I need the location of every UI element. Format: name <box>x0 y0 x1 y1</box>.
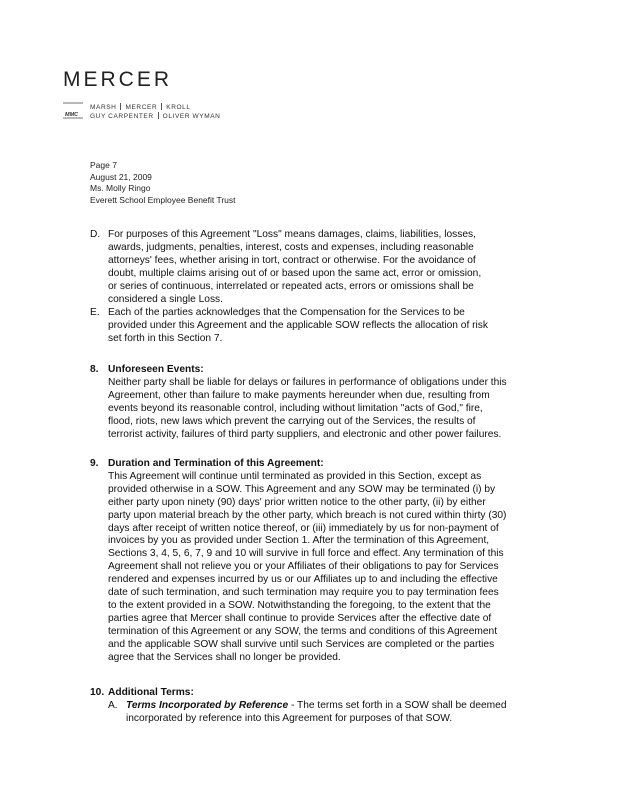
section-line: terrorist activity, failures of third party suppliers, and electronic and other power failures. <box>108 428 502 440</box>
subclause-text: - The terms set forth in a SOW shall be deemed <box>288 699 507 711</box>
subclause-body <box>126 700 546 726</box>
clause-line: provided under this Agreement and the applicable SOW reflects the allocation of risk <box>108 319 488 331</box>
section-line: Neither party shall be liable for delays or failures in performance of obligations under this <box>108 376 507 388</box>
letter-date: August 21, 2009 <box>90 171 152 182</box>
company-logo: MERCER <box>63 68 173 91</box>
brand-marsh: MARSH <box>90 104 117 111</box>
mmc-mark-text: MMC <box>65 112 79 118</box>
section-line: Sections 3, 4, 5, 6, 7, 9 and 10 will survive in full force and effect. Any termination of this <box>108 548 504 560</box>
clause-line: or series of continuous, interrelated or repeated acts, errors or omissions shall be <box>108 280 474 292</box>
section-heading: Additional Terms: <box>108 687 194 698</box>
section-line: rendered and expenses incurred by us or our Affiliates up to and including the effective <box>108 574 498 586</box>
clause-line: set forth in this Section 7. <box>108 332 223 344</box>
clause-line: awards, judgments, penalties, interest, costs and expenses, including reasonable <box>108 241 474 253</box>
section-line: termination of this Agreement or any SOW, the terms and conditions of this Agreement <box>108 625 498 637</box>
subclause-letter: A. <box>108 699 118 711</box>
section-line: invoices by you as provided under Section 1. After the termination of this Agreement, <box>108 535 490 547</box>
section-number: 9. <box>90 458 99 469</box>
subclause-line: incorporated by reference into this Agreement for purposes of that SOW. <box>126 712 453 724</box>
section-body <box>108 471 546 665</box>
brand-row-1 <box>90 103 191 111</box>
defined-term: Terms Incorporated by Reference <box>126 699 289 711</box>
letter-header <box>90 160 236 206</box>
brand-oliver-wyman: OLIVER WYMAN <box>162 113 221 120</box>
section-line: agree that the Services shall no longer be provided. <box>108 651 341 663</box>
section-line: date of such termination, and such termination may require you to pay termination fees <box>108 587 499 599</box>
section-heading: Duration and Termination of this Agreement: <box>108 458 324 469</box>
section-line: and the applicable SOW shall survive until such Services are completed or the parties <box>108 638 495 650</box>
clause-d <box>90 229 544 306</box>
clause-e <box>90 307 544 346</box>
section-line: party upon material breach by the other party, which breach is not cured within thirty (30) <box>108 509 507 521</box>
clause-line: considered a single Loss. <box>108 293 223 305</box>
subclause-first-line <box>126 700 546 713</box>
mmc-mark-icon <box>62 101 84 121</box>
section-line: Agreement shall not relieve you or your Affiliates of their obligations to pay for Services <box>108 561 499 573</box>
section-line: flood, riots, new laws which prevent the carrying out of the Services, the results of <box>108 415 476 427</box>
brand-row-2 <box>90 112 220 120</box>
clause-line: Each of the parties acknowledges that the Compensation for the Services to be <box>108 307 465 318</box>
section-line: events beyond its reasonable control, including without limitation "acts of God," fire, <box>108 402 483 414</box>
brand-guy-carpenter: GUY CARPENTER <box>90 113 154 120</box>
section-line: This Agreement will continue until terminated as provided in this Section, except as <box>108 470 482 482</box>
recipient-organization: Everett School Employee Benefit Trust <box>90 194 236 205</box>
section-line: to the extent provided in a SOW. Notwithstanding the foregoing, to the extent that the <box>108 599 491 611</box>
clause-line: attorneys' fees, whether arising in tort, contract or otherwise. For the avoidance of <box>108 254 476 266</box>
section-number: 8. <box>90 364 99 375</box>
section-line: provided otherwise in a SOW. This Agreement and any SOW may be terminated (i) by <box>108 483 496 495</box>
section-line: Agreement, other than failure to make payments hereunder when due, resulting from <box>108 389 490 401</box>
brand-kroll: KROLL <box>166 104 191 111</box>
clause-line: doubt, multiple claims arising out of or based upon the same act, error or omission, <box>108 267 482 279</box>
section-line: days after receipt of written notice thereof, or (iii) immediately by us for non-payment of <box>108 522 499 534</box>
clause-letter: E. <box>90 307 100 318</box>
page-number: Page 7 <box>90 160 117 170</box>
brand-mercer: MERCER <box>125 104 158 111</box>
section-line: either party upon ninety (90) days' prior written notice to the other party, (ii) by either <box>108 496 486 508</box>
clause-letter: D. <box>90 229 101 240</box>
section-line: parties agree that Mercer shall continue to provide Services after the effective date of <box>108 612 492 624</box>
section-number: 10. <box>90 687 105 698</box>
section-heading: Unforeseen Events: <box>108 364 204 375</box>
recipient-name: Ms. Molly Ringo <box>90 183 151 193</box>
clause-line: For purposes of this Agreement "Loss" means damages, claims, liabilities, losses, <box>108 229 476 240</box>
section-body <box>108 377 546 442</box>
